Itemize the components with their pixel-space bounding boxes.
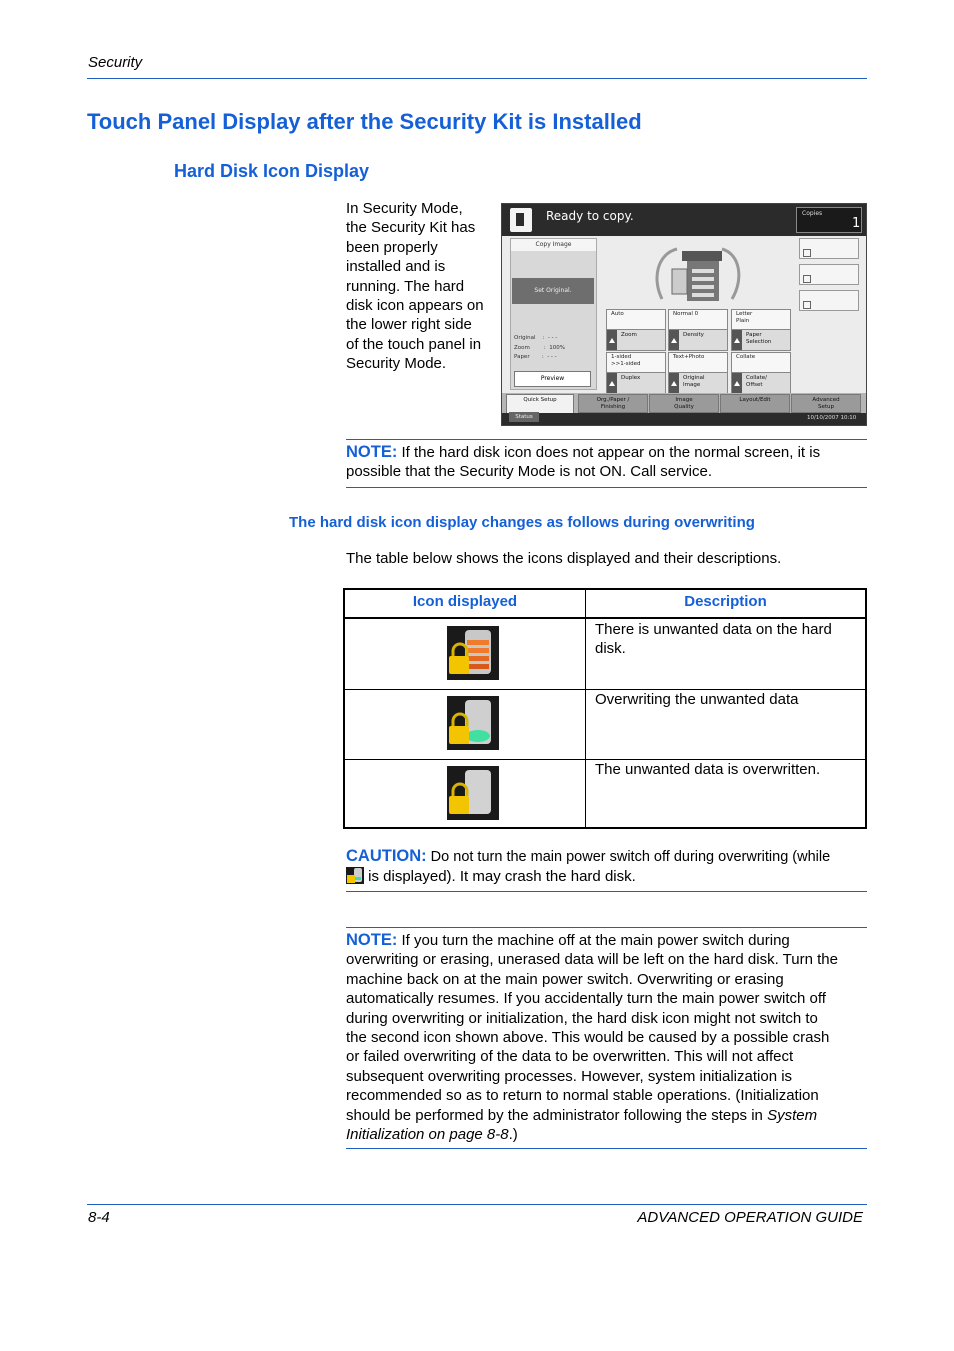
note-1 — [346, 443, 867, 482]
page-number: 8-4 — [88, 1209, 110, 1226]
touch-panel-screenshot — [501, 203, 867, 426]
copies-label: Copies — [802, 210, 823, 217]
footer-rule — [87, 1204, 867, 1205]
arrow-up-icon — [732, 373, 742, 393]
table-header-divider — [345, 617, 865, 619]
page-title: Touch Panel Display after the Security Kit is Installed — [87, 109, 642, 134]
caution-text: Do not turn the main power switch off during overwriting (while — [426, 849, 831, 865]
button-value: Collate — [736, 354, 756, 360]
intro-line: of the touch panel in — [346, 335, 482, 353]
note-text: possible that the Security Mode is not ON. Call service. — [346, 463, 712, 481]
side-function-button[interactable] — [799, 290, 859, 311]
description-row-1: There is unwanted data on the hard disk. — [595, 621, 832, 657]
guide-name: ADVANCED OPERATION GUIDE — [637, 1209, 863, 1226]
hard-disk-overwritten-icon — [447, 766, 499, 820]
icon-table — [343, 588, 867, 829]
button-value: Auto — [611, 311, 624, 317]
button-value: Letter Plain — [736, 311, 753, 324]
button-label: Collate/ Offset — [746, 375, 768, 388]
paper-auto-button[interactable] — [606, 309, 666, 351]
button-label: Density — [683, 332, 704, 338]
hard-disk-overwriting-icon — [447, 696, 499, 750]
note-rule-top — [346, 927, 867, 928]
section-heading: The hard disk icon display changes as follows during overwriting — [289, 514, 755, 531]
copy-image-label: Copy Image — [511, 239, 596, 251]
intro-line: the Security Kit has — [346, 219, 476, 237]
status-button[interactable]: Status — [509, 412, 539, 422]
info-paper: Paper : - - - — [514, 354, 557, 360]
tab-advanced-setup[interactable]: Advanced Setup — [791, 394, 861, 413]
description-row-2: Overwriting the unwanted data — [595, 691, 799, 708]
note-rule-bottom — [346, 487, 867, 488]
caution-box — [346, 847, 867, 887]
intro-line: the lower right side — [346, 316, 472, 334]
paper-selection-button[interactable] — [731, 309, 791, 351]
intro-line: In Security Mode, — [346, 200, 463, 217]
button-label: Paper Selection — [746, 332, 772, 345]
button-label: Zoom — [621, 332, 637, 338]
hard-disk-unwanted-data-icon — [447, 626, 499, 680]
duplex-button[interactable] — [606, 352, 666, 394]
intro-line: installed and is — [346, 258, 446, 276]
note-rule-bottom — [346, 1148, 867, 1149]
set-original-message: Set Original. — [512, 278, 594, 304]
note-2: NOTE: If you turn the machine off at the main power switch during overwriting or erasing, unerased data will be left on the hard disk. Turn the machine back on at the main power switch. Overwriting or erasing automatically resumes. If you accidentally turn the main power switch off during overwriting or initialization, the hard disk icon might not switch to the second icon shown above. This would be caused by a possible crash or failed overwriting of the data to be overwritten. This will not affect subsequent overwriting processes. However, system initialization is recommended so as to return to normal stable operations. (Initialization should be performed by the administrator following the steps in System Initialization on page 8-8.) — [346, 931, 838, 1144]
collate-offset-button[interactable] — [731, 352, 791, 394]
arrow-up-icon — [732, 330, 742, 350]
copier-machine-icon — [652, 239, 742, 309]
arrow-up-icon — [607, 373, 617, 393]
caution-rule-bottom — [346, 891, 867, 892]
note-text: If the hard disk icon does not appear on the normal screen, it is — [397, 444, 821, 461]
intro-line: Security Mode. — [346, 355, 447, 373]
side-function-button[interactable] — [799, 264, 859, 285]
tab-org-paper-finishing[interactable]: Org./Paper / Finishing — [578, 394, 648, 413]
small-hard-disk-icon — [346, 867, 364, 884]
copies-value: 1 — [852, 216, 861, 231]
button-value: Text+Photo — [673, 354, 705, 360]
cross-reference-link[interactable]: System — [767, 1106, 818, 1124]
running-header-section: Security — [88, 54, 143, 71]
table-header-icon: Icon displayed — [412, 593, 518, 610]
note-rule-top — [346, 439, 867, 440]
side-function-button[interactable] — [799, 238, 859, 259]
description-row-3: The unwanted data is overwritten. — [595, 761, 821, 778]
note-label: NOTE: — [346, 443, 398, 461]
document-icon — [510, 208, 532, 232]
copy-image-area — [510, 238, 597, 390]
intro-line: been properly — [346, 238, 438, 256]
cross-reference-link[interactable]: Initialization on page 8-8 — [346, 1126, 509, 1144]
table-header-description: Description — [684, 593, 767, 610]
density-button[interactable] — [668, 309, 728, 351]
button-label: Original Image — [683, 375, 705, 388]
table-intro: The table below shows the icons displayed and their descriptions. — [346, 550, 782, 567]
arrow-up-icon — [669, 330, 679, 350]
intro-line: running. The hard — [346, 277, 465, 295]
caution-label: CAUTION: — [346, 847, 427, 865]
arrow-up-icon — [607, 330, 617, 350]
info-zoom: Zoom : 100% — [514, 345, 565, 351]
original-image-button[interactable] — [668, 352, 728, 394]
button-label: Duplex — [621, 375, 641, 381]
tab-image-quality[interactable]: Image Quality — [649, 394, 719, 413]
panel-date-time: 10/10/2007 10:10 — [807, 415, 857, 421]
subsection-title: Hard Disk Icon Display — [174, 161, 370, 181]
arrow-up-icon — [669, 373, 679, 393]
button-value: Normal 0 — [673, 311, 699, 317]
intro-line: disk icon appears on — [346, 297, 484, 315]
header-rule — [87, 78, 867, 79]
panel-status-message: Ready to copy. — [546, 209, 634, 223]
note-label: NOTE: — [346, 931, 398, 949]
preview-button[interactable]: Preview — [514, 371, 591, 387]
info-original: Original : - - - — [514, 335, 558, 341]
tab-layout-edit[interactable]: Layout/Edit — [720, 394, 790, 413]
caution-text: is displayed). It may crash the hard disk. — [364, 868, 636, 886]
intro-paragraph — [346, 199, 496, 374]
button-value: 1-sided >>1-sided — [611, 354, 641, 367]
tab-quick-setup[interactable]: Quick Setup — [506, 394, 574, 413]
